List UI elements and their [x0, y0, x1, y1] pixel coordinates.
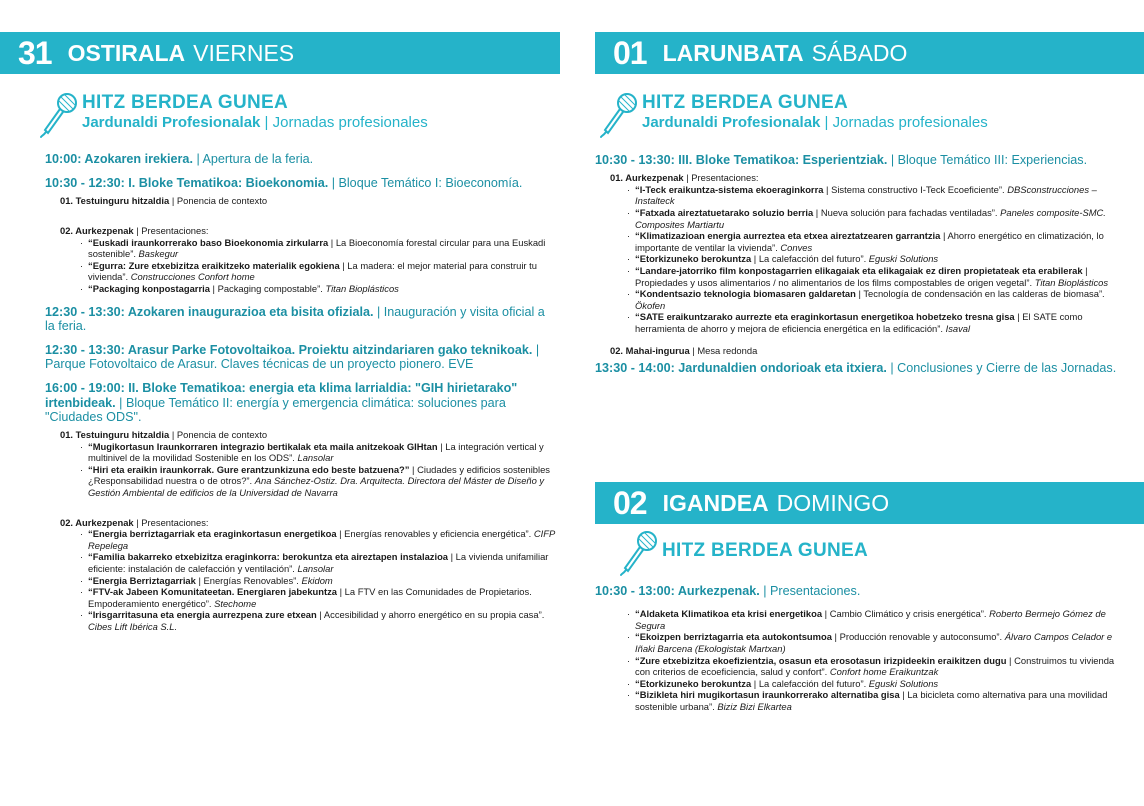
list-item: · “SATE eraikuntzarako aurrezte eta eraginkortasun energetikoa hobetzeko tresna gisa | El SATE como herramienta de ahorro y mejora de eficiencia energética en la edificación”. Isaval	[627, 311, 1130, 334]
list-item: · “Packaging konpostagarria | Packaging compostable”. Titan Bioplásticos	[80, 283, 555, 295]
schedule-slot: 12:30 - 13:30: Arasur Parke Fotovoltaikoa. Proiektu aitzindariaren gako teknikoak. | Parque Fotovoltaico de Arasur. Claves técnicas de un proyecto pionero. EVE	[45, 342, 540, 372]
presentation-list	[80, 237, 555, 295]
schedule-slot: 10:30 - 12:30: I. Bloke Tematikoa: Bioekonomia. | Bloque Temático I: Bioeconomía.	[45, 176, 523, 191]
list-item: · “Aldaketa Klimatikoa eta krisi energetikoa | Cambio Climático y crisis energética”. Roberto Bermejo Gómez de Segura	[627, 608, 1130, 631]
list-item: · “Bizikleta hiri mugikortasun iraunkorrerako alternatiba gisa | La bicicleta como alternativa para una movilidad sostenible urbana”. Biziz Bizi Elkartea	[627, 689, 1130, 712]
schedule-slot: 16:00 - 19:00: II. Bloke Tematikoa: energia eta klima larrialdia: "GIH hirietarako" irtenbideak. | Bloque Temático II: energía y emergencia climática: soluciones para "Ciudades ODS".	[45, 381, 518, 424]
list-item: · “Etorkizuneko berokuntza | La calefacción del futuro”. Eguski Solutions	[627, 678, 1130, 690]
schedule-slot: 12:30 - 13:30: Azokaren inaugurazioa eta bisita ofiziala. | Inauguración y visita oficial a la feria.	[45, 304, 545, 333]
microphone-icon	[620, 530, 658, 576]
day-name-es: DOMINGO	[776, 489, 890, 516]
section-head-saturday	[600, 92, 1100, 138]
section-subtitle: Jardunaldi Profesionalak | Jornadas profesionales	[82, 114, 428, 131]
day-number: 01	[613, 34, 647, 71]
day-name-es: VIERNES	[193, 39, 295, 66]
microphone-icon	[40, 92, 78, 138]
day-header-saturday	[595, 32, 1144, 74]
presentation-list	[627, 184, 1130, 335]
list-item: · “Etorkizuneko berokuntza | La calefacción del futuro”. Eguski Solutions	[627, 253, 1130, 265]
sub-heading: 02. Mahai-ingurua | Mesa redonda	[610, 344, 758, 356]
sub-heading: 01. Aurkezpenak | Presentaciones:	[610, 172, 759, 184]
day-name-es: SÁBADO	[811, 39, 908, 66]
list-item: · “Egurra: Zure etxebizitza eraikitzeko materialik egokiena | La madera: el mejor material para construir tu vivienda”. Construcciones Confort home	[80, 260, 555, 283]
list-item: · “Euskadi iraunkorrerako baso Bioekonomia zirkularra | La Bioeconomía forestal circular para una Euskadi sostenible”. Baskegur	[80, 237, 555, 260]
list-item: · “Hiri eta eraikin iraunkorrak. Gure erantzunkizuna edo beste batzuena?” | Ciudades y edificios sostenibles ¿Responsabilidad nuestra o de otros?”. Ana Sánchez-Ostiz. Dra. Arquitecta. Directora del Máster de Diseño y Gestión Ambiental de edificios de la Universidad de Navarra	[80, 464, 555, 499]
presentation-list	[80, 528, 555, 632]
list-item: · “Landare-jatorriko film konpostagarrien elikagaiak eta elikagaiak ez diren propietateak eta erabilerak | Propiedades y usos alimentarios / no alimentarios de los films compostables de origen vegetal”. Titan Bioplásticos	[627, 265, 1130, 288]
day-number: 31	[18, 34, 52, 71]
schedule-slot: 10:00: Azokaren irekiera. | Apertura de la feria.	[45, 152, 314, 166]
section-title: HITZ BERDEA GUNEA	[82, 92, 289, 113]
sunday-schedule	[595, 584, 1130, 713]
friday-schedule	[45, 152, 555, 632]
day-number: 02	[613, 484, 647, 521]
schedule-slot: 13:30 - 14:00: Jardunaldien ondorioak eta itxiera. | Conclusiones y Cierre de las Jornadas.	[595, 361, 1117, 376]
day-name-eu: LARUNBATA	[662, 39, 804, 66]
section-title: HITZ BERDEA GUNEA	[662, 540, 869, 561]
list-item: · “Zure etxebizitza ekoefizientzia, osasun eta erosotasun irizpideekin eraikitzen dugu | Construimos tu vivienda con criterios de ecoeficiencia, salud y confort”. Confort home Eraikuntzak	[627, 655, 1130, 678]
microphone-icon	[600, 92, 638, 138]
list-item: · “I-Teck eraikuntza-sistema ekoeraginkorra | Sistema constructivo I-Teck Ecoeficiente”. DBSconstrucciones – Instalteck	[627, 184, 1130, 207]
sub-heading: 01. Testuinguru hitzaldia | Ponencia de contexto	[60, 428, 268, 440]
list-item: · “Irisgarritasuna eta energia aurrezpena zure etxean | Accesibilidad y ahorro energético en su propia casa”. Cibes Lift Ibérica S.L.	[80, 609, 555, 632]
section-title: HITZ BERDEA GUNEA	[642, 92, 849, 113]
saturday-schedule	[595, 153, 1130, 375]
list-item: · “Klimatizazioan energia aurreztea eta etxea aireztatzearen garrantzia | Ahorro energético en climatización, lo importante de ventilar la vivienda”. Conves	[627, 230, 1130, 253]
sub-heading: 02. Aurkezpenak | Presentaciones:	[60, 225, 209, 236]
sub-heading: 02. Aurkezpenak | Presentaciones:	[60, 516, 209, 528]
list-item: · “Mugikortasun Iraunkorraren integrazio bertikalak eta maila anitzekoak GIHtan | La integración vertical y multinivel de la movilidad Sostenible en los ODS”. Lansolar	[80, 441, 555, 464]
list-item: · “Fatxada aireztatuetarako soluzio berria | Nueva solución para fachadas ventiladas”. Paneles composite-SMC. Composites Martiartu	[627, 207, 1130, 230]
list-item: · “Ekoizpen berriztagarria eta autokontsumoa | Producción renovable y autoconsumo”. Álvaro Campos Celador e Iñaki Barcena (Ekologistak Martxan)	[627, 631, 1130, 654]
sub-heading: 01. Testuinguru hitzaldia | Ponencia de contexto	[60, 195, 268, 207]
list-item: · “Kondentsazio teknologia biomasaren galdaretan | Tecnología de condensación en las calderas de biomasa”. Ökofen	[627, 288, 1130, 311]
list-item: · “Energia Berriztagarriak | Energías Renovables”. Ekidom	[80, 575, 555, 587]
presentation-list	[627, 608, 1130, 712]
list-item: · “FTV-ak Jabeen Komunitateetan. Energiaren jabekuntza | La FTV en las Comunidades de Propietarios. Empoderamiento energético”. Stechome	[80, 586, 555, 609]
schedule-slot: 10:30 - 13:30: III. Bloke Tematikoa: Esperientziak. | Bloque Temático III: Experiencias.	[595, 153, 1088, 167]
section-head-sunday	[620, 530, 1020, 576]
presentation-list	[80, 441, 555, 499]
schedule-slot: 10:30 - 13:00: Aurkezpenak. | Presentaciones.	[595, 584, 861, 598]
day-name-eu: IGANDEA	[662, 489, 769, 516]
list-item: · “Energia berriztagarriak eta eraginkortasun energetikoa | Energías renovables y eficiencia energética”. CIFP Repelega	[80, 528, 555, 551]
section-subtitle: Jardunaldi Profesionalak | Jornadas profesionales	[642, 114, 988, 131]
section-head-friday	[40, 92, 540, 138]
day-header-sunday	[595, 482, 1144, 524]
day-name-eu: OSTIRALA	[67, 39, 186, 66]
day-header-friday	[0, 32, 560, 74]
list-item: · “Familia bakarreko etxebizitza eraginkorra: berokuntza eta aireztapen instalazioa | La vivienda unifamiliar eficiente: instalación de calefacción y ventilación”. Lansolar	[80, 551, 555, 574]
